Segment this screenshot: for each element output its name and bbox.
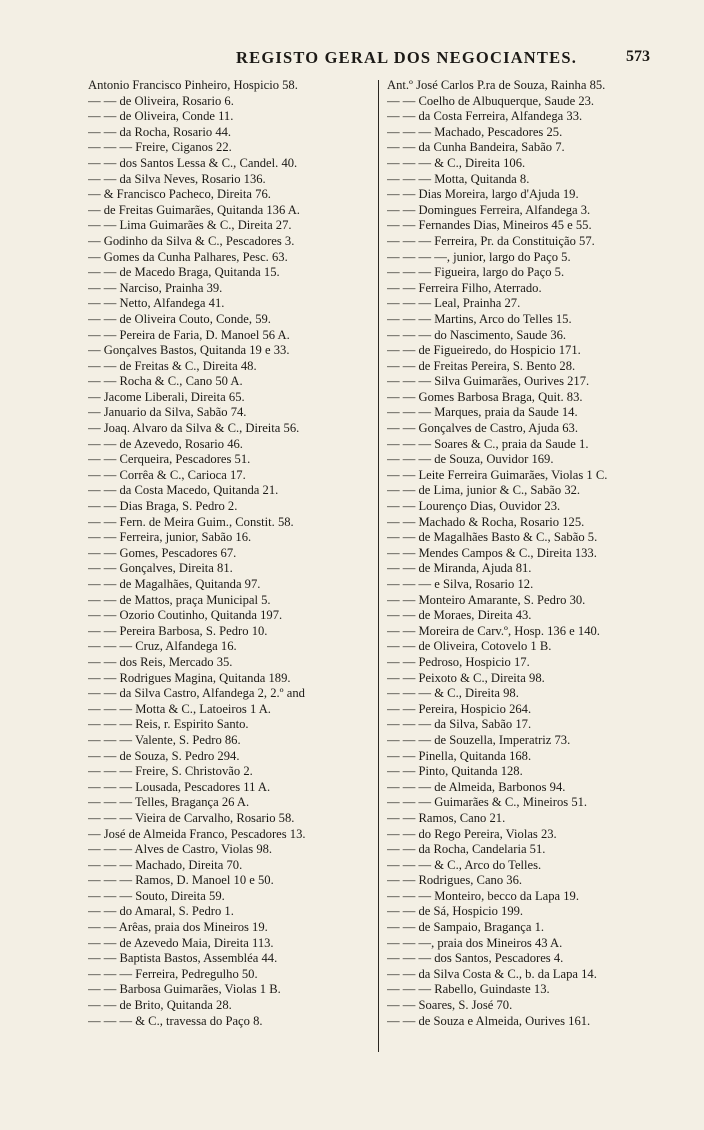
directory-entry: — — de Freitas Pereira, S. Bento 28.: [387, 358, 576, 373]
directory-entry: — — — Cruz, Alfandega 16.: [88, 639, 237, 654]
directory-entry: — Godinho da Silva & C., Pescadores 3.: [88, 233, 295, 248]
running-head: REGISTO GERAL DOS NEGOCIANTES.: [236, 48, 578, 67]
directory-entry: — — — dos Santos, Pescadores 4.: [387, 951, 564, 966]
directory-entry: — — Narciso, Prainha 39.: [88, 280, 223, 295]
directory-entry: — — da Costa Macedo, Quitanda 21.: [88, 483, 279, 498]
directory-entry: — — — de Almeida, Barbonos 94.: [387, 779, 566, 794]
directory-entry: — — dos Santos Lessa & C., Candel. 40.: [88, 155, 298, 170]
directory-entry: — José de Almeida Franco, Pescadores 13.: [88, 826, 306, 841]
directory-entry: — — — & C., Direita 106.: [387, 155, 526, 170]
directory-entry: — — Monteiro Amarante, S. Pedro 30.: [387, 592, 586, 607]
directory-entry: — — Gomes Barbosa Braga, Quit. 83.: [387, 389, 583, 404]
directory-entry: — — Fern. de Meira Guim., Constit. 58.: [88, 514, 294, 529]
directory-entry: — Gomes da Cunha Palhares, Pesc. 63.: [88, 249, 288, 264]
directory-entry: — — de Miranda, Ajuda 81.: [387, 561, 532, 576]
directory-entry: — Jacome Liberali, Direita 65.: [88, 389, 245, 404]
directory-entry: — — — Vieira de Carvalho, Rosario 58.: [88, 810, 295, 825]
directory-entry: — — de Oliveira Couto, Conde, 59.: [88, 311, 271, 326]
directory-entry: — — — Rabello, Guindaste 13.: [387, 982, 550, 997]
directory-entry: — — da Rocha, Candelaria 51.: [387, 842, 546, 857]
directory-entry: — — Soares, S. José 70.: [387, 998, 513, 1013]
directory-entry: — — — Figueira, largo do Paço 5.: [387, 265, 565, 280]
directory-entry: — — de Freitas & C., Direita 48.: [88, 358, 257, 373]
directory-entry: — — Rocha & C., Cano 50 A.: [88, 374, 243, 389]
directory-entry: — — Pereira, Hospicio 264.: [387, 701, 532, 716]
directory-entry: — — Dias Braga, S. Pedro 2.: [88, 499, 238, 514]
directory-entry: — — de Magalhães Basto & C., Sabão 5.: [387, 530, 598, 545]
directory-entry: — — — Motta, Quitanda 8.: [387, 171, 530, 186]
directory-entry: — — — Freire, Ciganos 22.: [88, 140, 232, 155]
directory-entry: — — da Rocha, Rosario 44.: [88, 124, 232, 139]
directory-entry: — — de Azevedo Maia, Direita 113.: [88, 935, 274, 950]
directory-entry: — — Rodrigues Magina, Quitanda 189.: [88, 670, 291, 685]
directory-entry: — — Baptista Bastos, Assembléa 44.: [88, 951, 278, 966]
directory-entry: — — de Oliveira, Rosario 6.: [88, 93, 234, 108]
right-column: [379, 78, 669, 1058]
directory-entry: — — de Mattos, praça Municipal 5.: [88, 592, 271, 607]
directory-entry: — — de Oliveira, Conde 11.: [88, 109, 234, 124]
directory-entry: — — — —, junior, largo do Paço 5.: [387, 249, 571, 264]
directory-entry: — — — do Nascimento, Saude 36.: [387, 327, 567, 342]
directory-entry: — — Peixoto & C., Direita 98.: [387, 670, 545, 685]
left-column: [88, 78, 378, 1058]
directory-entry: — — Rodrigues, Cano 36.: [387, 873, 523, 888]
directory-entry: — — Ozorio Coutinho, Quitanda 197.: [88, 608, 283, 623]
directory-entry: — — Domingues Ferreira, Alfandega 3.: [387, 202, 591, 217]
directory-entry: — — — Alves de Castro, Violas 98.: [88, 842, 273, 857]
directory-entry: — Januario da Silva, Sabão 74.: [88, 405, 247, 420]
directory-entry: — — de Souza e Almeida, Ourives 161.: [387, 1013, 591, 1028]
directory-entry: — — Gonçalves, Direita 81.: [88, 561, 233, 576]
directory-entry: — — dos Reis, Mercado 35.: [88, 654, 233, 669]
directory-columns: [88, 78, 680, 1058]
directory-entry: — — — Souto, Direita 59.: [88, 888, 225, 903]
directory-entry: — — —, praia dos Mineiros 43 A.: [387, 935, 563, 950]
directory-entry: — — Lima Guimarães & C., Direita 27.: [88, 218, 292, 233]
directory-entry: — — — Ferreira, Pedregulho 50.: [88, 966, 258, 981]
directory-entry: — — — & C., Direita 98.: [387, 686, 519, 701]
directory-entry: Antonio Francisco Pinheiro, Hospicio 58.: [88, 78, 298, 92]
directory-entry: — — Pedroso, Hospicio 17.: [387, 654, 530, 669]
directory-entry: — — Moreira de Carv.º, Hosp. 136 e 140.: [387, 623, 600, 638]
directory-entry: — — de Magalhães, Quitanda 97.: [88, 577, 261, 591]
directory-entry: — — — Machado, Pescadores 25.: [387, 124, 563, 139]
directory-entry: — — de Oliveira, Cotovelo 1 B.: [387, 639, 552, 654]
directory-entry: — — da Silva Castro, Alfandega 2, 2.º and: [88, 686, 305, 701]
directory-entry: — — — Martins, Arco do Telles 15.: [387, 311, 572, 326]
directory-entry: — Gonçalves Bastos, Quitanda 19 e 33.: [88, 343, 290, 358]
directory-entry: — — — Leal, Prainha 27.: [387, 296, 521, 311]
directory-entry: — — — da Silva, Sabão 17.: [387, 717, 532, 732]
directory-entry: — — — Lousada, Pescadores 11 A.: [88, 779, 271, 794]
directory-entry: — — Dias Moreira, largo d'Ajuda 19.: [387, 187, 579, 202]
directory-entry: — — — Motta & C., Latoeiros 1 A.: [88, 701, 271, 716]
directory-entry: — — da Cunha Bandeira, Sabão 7.: [387, 140, 565, 155]
page-header: [88, 0, 680, 78]
directory-entry: — — Ramos, Cano 21.: [387, 810, 506, 825]
directory-entry: — — Gomes, Pescadores 67.: [88, 545, 237, 560]
directory-entry: — — da Costa Ferreira, Alfandega 33.: [387, 109, 583, 124]
directory-entry: — — Pinella, Quitanda 168.: [387, 748, 532, 763]
directory-entry: — — — Telles, Bragança 26 A.: [88, 795, 250, 810]
directory-entry: — — — Reis, r. Espirito Santo.: [88, 717, 249, 732]
directory-entry: — — Leite Ferreira Guimarães, Violas 1 C.: [387, 467, 608, 482]
directory-entry: — — Fernandes Dias, Mineiros 45 e 55.: [387, 218, 592, 233]
directory-entry: — — de Souza, S. Pedro 294.: [88, 748, 240, 763]
directory-entry: — — Cerqueira, Pescadores 51.: [88, 452, 251, 467]
directory-entry: — — Corrêa & C., Carioca 17.: [88, 467, 246, 482]
directory-entry: Ant.º José Carlos P.ra de Souza, Rainha 85.: [387, 78, 606, 92]
directory-entry: — — Coelho de Albuquerque, Saude 23.: [387, 93, 595, 108]
directory-entry: — — — Soares & C., praia da Saude 1.: [387, 436, 589, 451]
directory-entry: — — Machado & Rocha, Rosario 125.: [387, 514, 585, 529]
directory-entry: — — Netto, Alfandega 41.: [88, 296, 225, 311]
directory-entry: — — — Machado, Direita 70.: [88, 857, 243, 872]
directory-entry: — — de Figueiredo, do Hospicio 171.: [387, 343, 581, 358]
directory-entry: — — — & C., travessa do Paço 8.: [88, 1013, 263, 1028]
directory-entry: — — de Azevedo, Rosario 46.: [88, 436, 243, 451]
directory-entry: — — de Sá, Hospicio 199.: [387, 904, 524, 919]
directory-entry: — — Barbosa Guimarães, Violas 1 B.: [88, 982, 281, 997]
directory-entry: — — da Silva Neves, Rosario 136.: [88, 171, 266, 186]
directory-entry: — — Gonçalves de Castro, Ajuda 63.: [387, 421, 578, 436]
page-number: 573: [626, 48, 650, 65]
directory-entry: — — Pereira de Faria, D. Manoel 56 A.: [88, 327, 290, 342]
directory-entry: — — Pereira Barbosa, S. Pedro 10.: [88, 623, 268, 638]
directory-entry: — — — Valente, S. Pedro 86.: [88, 732, 241, 747]
directory-entry: — — Mendes Campos & C., Direita 133.: [387, 545, 597, 560]
directory-entry: — — de Brito, Quitanda 28.: [88, 998, 232, 1013]
directory-entry: — — — de Souzella, Imperatriz 73.: [387, 732, 571, 747]
directory-entry: — — Ferreira, junior, Sabão 16.: [88, 530, 252, 545]
directory-entry: — — de Macedo Braga, Quitanda 15.: [88, 265, 280, 280]
directory-entry: — — de Moraes, Direita 43.: [387, 608, 532, 623]
directory-entry: — — — Ferreira, Pr. da Constituição 57.: [387, 233, 595, 248]
directory-entry: — — — de Souza, Ouvidor 169.: [387, 452, 554, 467]
directory-entry: — & Francisco Pacheco, Direita 76.: [88, 187, 271, 202]
directory-entry: — de Freitas Guimarães, Quitanda 136 A.: [88, 202, 300, 217]
directory-entry: — — do Rego Pereira, Violas 23.: [387, 826, 557, 841]
directory-entry: — — do Amaral, S. Pedro 1.: [88, 904, 234, 919]
directory-entry: — — — Marques, praia da Saude 14.: [387, 405, 578, 420]
directory-entry: — — Arêas, praia dos Mineiros 19.: [88, 920, 268, 935]
directory-entry: — — — Ramos, D. Manoel 10 e 50.: [88, 873, 274, 888]
directory-entry: — — Pinto, Quitanda 128.: [387, 764, 523, 779]
directory-entry: — — — Silva Guimarães, Ourives 217.: [387, 374, 590, 389]
directory-entry: — — da Silva Costa & C., b. da Lapa 14.: [387, 966, 597, 981]
directory-entry: — — Lourenço Dias, Ouvidor 23.: [387, 499, 561, 514]
directory-entry: — Joaq. Alvaro da Silva & C., Direita 56.: [88, 421, 300, 436]
directory-entry: — — de Sampaio, Bragança 1.: [387, 920, 545, 935]
directory-entry: — — de Lima, junior & C., Sabão 32.: [387, 483, 581, 498]
directory-entry: — — Ferreira Filho, Aterrado.: [387, 280, 542, 295]
directory-entry: — — — Freire, S. Christovão 2.: [88, 764, 253, 779]
directory-entry: — — — Guimarães & C., Mineiros 51.: [387, 795, 588, 810]
directory-entry: — — — e Silva, Rosario 12.: [387, 577, 534, 591]
directory-entry: — — — & C., Arco do Telles.: [387, 857, 542, 872]
directory-entry: — — — Monteiro, becco da Lapa 19.: [387, 888, 579, 903]
